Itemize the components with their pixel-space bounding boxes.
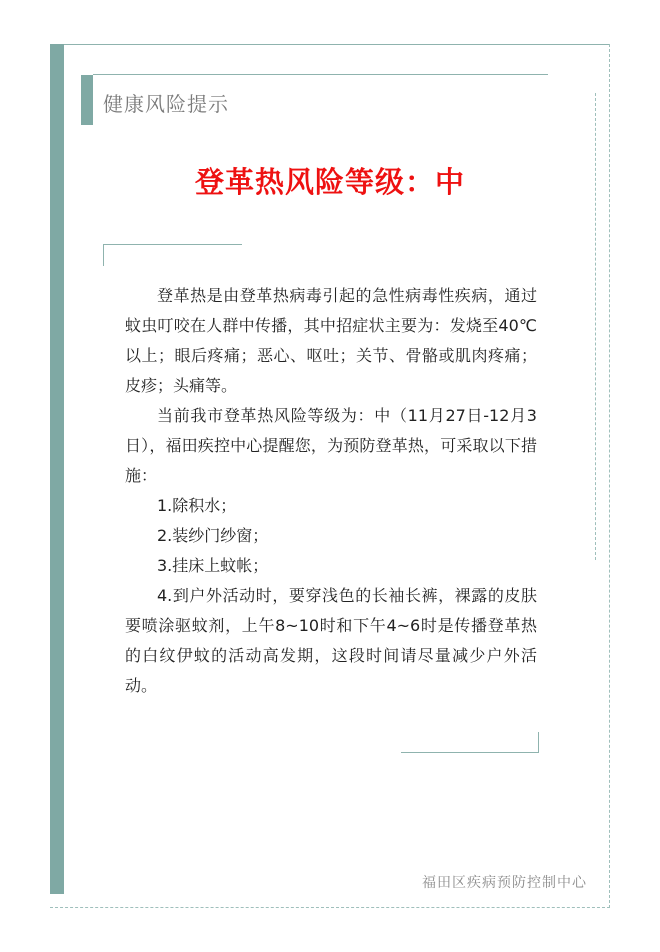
page-title: 登革热风险等级：中 (194, 165, 465, 199)
section-header: 健康风险提示 (103, 92, 229, 116)
measure-item: 3.挂床上蚊帐； (157, 556, 269, 575)
header-top-line (93, 74, 548, 75)
footer-organization: 福田区疾病预防控制中心 (422, 875, 587, 891)
top-left-corner-frame (103, 244, 242, 266)
top-border-line (64, 44, 610, 45)
header-accent-block (81, 75, 93, 125)
bottom-right-corner-frame (401, 732, 539, 753)
bottom-dashed-border (50, 907, 610, 908)
paragraph-intro: 登革热是由登革热病毒引起的急性病毒性疾病，通过蚊虫叮咬在人群中传播，其中招症状主要为：发烧至40℃以上；眼后疼痛；恶心、呕吐；关节、骨骼或肌肉疼痛；皮疹；头痛等。 (125, 286, 537, 395)
measure-item: 4.到户外活动时，要穿浅色的长袖长裤，裸露的皮肤要喷涂驱蚊剂，上午8~10时和下午4~6时是传播登革热的白纹伊蚊的活动高发期，这段时间请尽量减少户外活动。 (125, 586, 537, 695)
measure-item: 2.装纱门纱窗； (157, 526, 269, 545)
article-body (125, 281, 537, 701)
measure-item: 1.除积水； (157, 496, 237, 515)
paragraph-risk-level: 当前我市登革热风险等级为：中（11月27日-12月3日），福田疾控中心提醒您，为预防登革热，可采取以下措施： (125, 406, 537, 485)
